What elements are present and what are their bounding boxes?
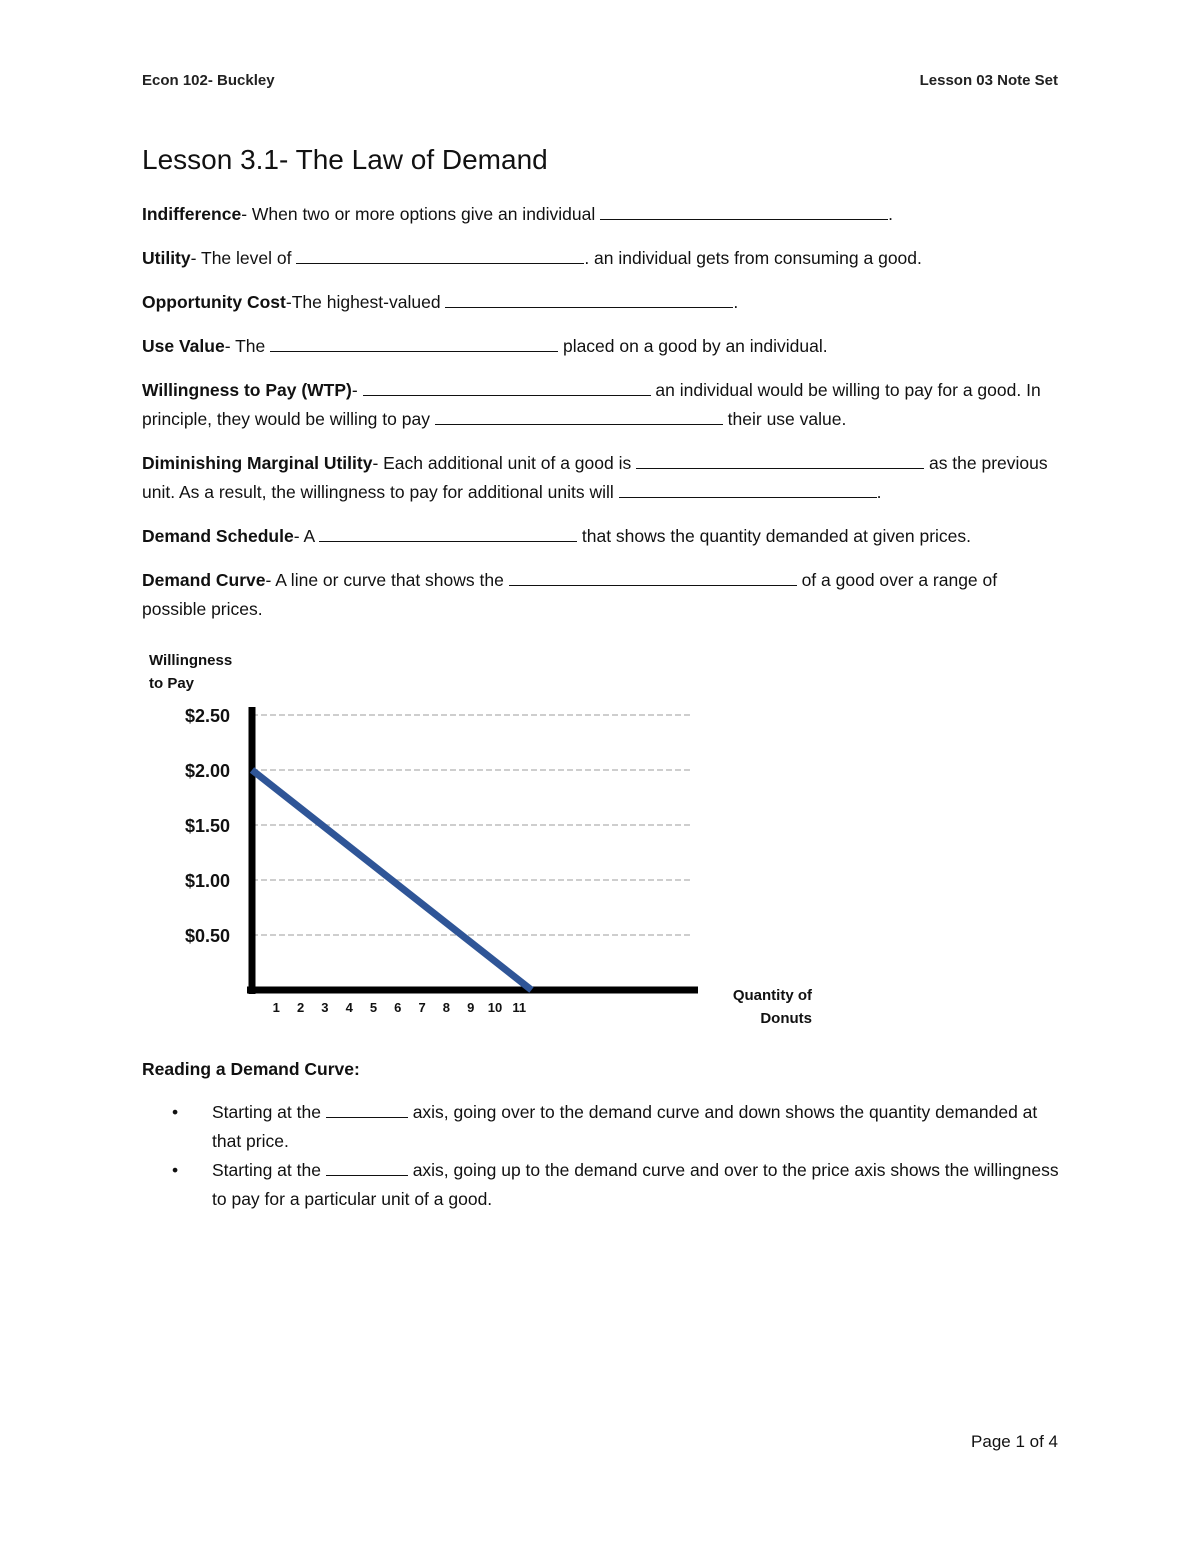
def-text: an individual would be willing to pay for a good. In principle, they would be willing to pay <box>142 380 1041 429</box>
x-tick-label: 10 <box>487 1000 503 1015</box>
header-note-set: Lesson 03 Note Set <box>919 72 1058 89</box>
x-tick-label: 6 <box>394 1000 402 1015</box>
def-text: -The highest-valued <box>285 292 446 312</box>
fill-blank[interactable] <box>445 289 733 308</box>
def-indifference <box>142 200 1062 229</box>
item-text: Starting at the <box>212 1160 326 1180</box>
x-tick-label: 8 <box>442 1000 451 1015</box>
demand-chart <box>140 645 840 1050</box>
fill-blank[interactable] <box>319 523 577 542</box>
x-tick-label: 9 <box>467 1000 475 1015</box>
y-tick-label: $2.50 <box>184 706 230 726</box>
item-text: Starting at the <box>212 1102 326 1122</box>
x-tick-label: 4 <box>345 1000 353 1015</box>
term-label: Diminishing Marginal Utility <box>142 453 373 473</box>
def-text: . <box>876 482 882 502</box>
list-item <box>142 1156 1062 1214</box>
y-axis-label: to Pay <box>149 675 195 692</box>
def-text: as the previous unit. As a result, the willingness to pay for additional units will <box>142 453 1048 502</box>
demand-chart-svg <box>140 645 840 1045</box>
reading-title: Reading a Demand Curve: <box>142 1059 360 1079</box>
term-label: Willingness to Pay (WTP) <box>142 380 352 400</box>
def-text: their use value. <box>722 409 847 429</box>
term-label: Use Value <box>142 336 225 356</box>
def-text: - A <box>293 526 320 546</box>
header-course: Econ 102- Buckley <box>142 72 275 89</box>
x-tick-label: 1 <box>272 1000 280 1015</box>
x-axis-label: Quantity of <box>732 987 812 1004</box>
y-tick-label: $2.00 <box>184 761 230 781</box>
fill-blank[interactable] <box>600 201 888 220</box>
definitions-section <box>142 200 1062 639</box>
def-text: - Each additional unit of a good is <box>372 453 637 473</box>
term-label: Utility <box>142 248 191 268</box>
def-text: - <box>351 380 363 400</box>
term-label: Opportunity Cost <box>142 292 286 312</box>
def-use-value <box>142 332 1062 361</box>
def-utility <box>142 244 1062 273</box>
def-wtp <box>142 376 1062 434</box>
y-tick-label: $1.50 <box>184 816 230 836</box>
reading-section <box>142 1055 1062 1214</box>
def-text: - A line or curve that shows the <box>265 570 509 590</box>
y-axis-label: Willingness <box>149 652 233 669</box>
fill-blank[interactable] <box>636 450 924 469</box>
def-demand-schedule <box>142 522 1062 551</box>
x-tick-label: 5 <box>369 1000 378 1015</box>
fill-blank[interactable] <box>509 567 797 586</box>
fill-blank[interactable] <box>435 406 723 425</box>
y-tick-label: $0.50 <box>184 926 230 946</box>
fill-blank[interactable] <box>270 333 558 352</box>
fill-blank[interactable] <box>326 1157 408 1176</box>
def-text: that shows the quantity demanded at given prices. <box>577 526 972 546</box>
x-axis-label: Donuts <box>760 1010 812 1027</box>
page-title: Lesson 3.1- The Law of Demand <box>142 144 548 175</box>
item-text: axis, going up to the demand curve and over to the price axis shows the willingness to pay for a particular unit of a good. <box>212 1160 1059 1209</box>
bullet-icon: • <box>172 1102 179 1122</box>
def-text: placed on a good by an individual. <box>558 336 828 356</box>
x-tick-label: 3 <box>321 1000 329 1015</box>
def-text: . <box>888 204 894 224</box>
def-text: - The <box>224 336 271 356</box>
term-label: Demand Schedule <box>142 526 294 546</box>
def-text: of a good over a range of possible prices. <box>142 570 998 619</box>
x-tick-label: 2 <box>296 1000 305 1015</box>
def-text: - When two or more options give an individual <box>241 204 601 224</box>
bullet-icon: • <box>172 1160 179 1180</box>
y-tick-label: $1.00 <box>184 871 230 891</box>
list-item <box>142 1098 1062 1156</box>
def-diminishing-marginal-utility <box>142 449 1062 507</box>
x-tick-label: 7 <box>418 1000 426 1015</box>
x-tick-label: 11 <box>512 1000 527 1015</box>
term-label: Demand Curve <box>142 570 266 590</box>
term-label: Indifference <box>142 204 242 224</box>
fill-blank[interactable] <box>326 1099 408 1118</box>
page-number: Page 1 of 4 <box>971 1432 1058 1451</box>
def-text: . an individual gets from consuming a good. <box>584 248 922 268</box>
def-demand-curve <box>142 566 1062 624</box>
fill-blank[interactable] <box>619 479 877 498</box>
def-text: - The level of <box>190 248 297 268</box>
reading-list <box>142 1098 1062 1214</box>
fill-blank[interactable] <box>363 377 651 396</box>
def-text: . <box>733 292 739 312</box>
fill-blank[interactable] <box>296 245 584 264</box>
item-text: axis, going over to the demand curve and down shows the quantity demanded at that price. <box>212 1102 1038 1151</box>
def-opportunity-cost <box>142 288 1062 317</box>
